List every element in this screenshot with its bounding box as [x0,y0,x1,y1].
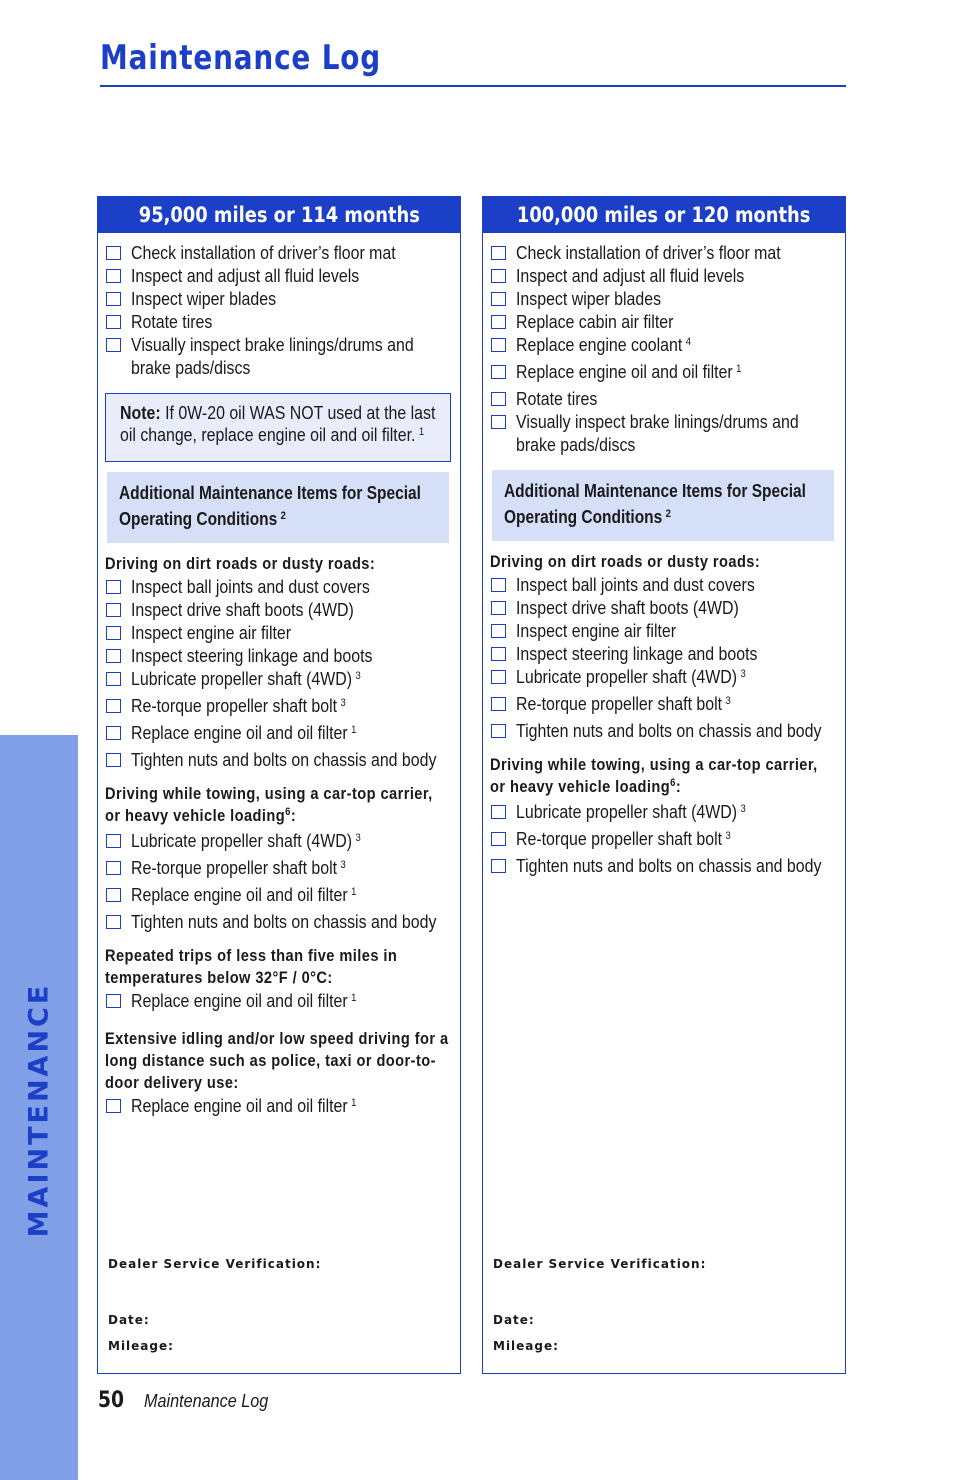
checkbox[interactable] [491,338,506,352]
checklist-item [490,800,838,827]
checklist-item [490,387,838,410]
note-footnote: 1 [418,426,425,438]
checkbox[interactable] [491,832,506,846]
checklist-item-text: Inspect engine air filter [516,620,677,641]
checkbox[interactable] [491,647,506,661]
footnote-ref: 4 [685,336,692,348]
interval-heading: 100,000 miles or 120 months [483,197,845,233]
footnote-ref: 3 [725,830,731,842]
checkbox[interactable] [491,724,506,738]
checklist-item [105,598,453,621]
checklist-item-text: Inspect and adjust all fluid levels [131,265,360,286]
footnote-ref: 3 [340,859,346,871]
footnote-ref: 1 [351,992,357,1004]
checkbox[interactable] [106,292,121,306]
footnote-ref: 1 [351,886,357,898]
checkbox[interactable] [106,1099,121,1113]
footer-section-title: Maintenance Log [144,1391,269,1411]
checklist-item-text: Tighten nuts and bolts on chassis and body [131,911,437,932]
footnote-ref: 3 [725,695,731,707]
checklist-item [490,410,838,456]
checklist-item [105,883,453,910]
checklist-item-text: Inspect drive shaft boots (4WD) [131,599,354,620]
checkbox[interactable] [106,338,121,352]
checkbox[interactable] [106,649,121,663]
checklist-item-text: Inspect ball joints and dust covers [131,576,370,597]
checkbox[interactable] [106,834,121,848]
checklist-item-text: Lubricate propeller shaft (4WD) $^3$ [516,801,746,822]
checkbox[interactable] [106,994,121,1008]
checkbox[interactable] [106,699,121,713]
checklist-item-text: Check installation of driver’s floor mat [516,242,781,263]
additional-items-heading: Additional Maintenance Items for Special Operating Conditions $^2$ [107,472,449,543]
checklist-item [105,264,453,287]
checklist-item [105,621,453,644]
checklist-item-text: Tighten nuts and bolts on chassis and body [131,749,437,770]
checklist-item-text: Replace engine oil and oil filter $^1$ [131,990,357,1011]
footnote-ref: 3 [340,697,346,709]
checklist-item [490,310,838,333]
checkbox[interactable] [106,753,121,767]
checklist-item-text: Inspect wiper blades [516,288,662,309]
checklist-item-text: Inspect and adjust all fluid levels [516,265,745,286]
checklist-item [105,310,453,333]
checklist-item [105,910,453,933]
checkbox[interactable] [491,624,506,638]
footnote-ref: 3 [740,668,746,680]
checklist-item [105,241,453,264]
checkbox[interactable] [106,269,121,283]
checklist-item [105,989,453,1016]
checklist-item [490,287,838,310]
checklist-item-text: Lubricate propeller shaft (4WD) $^3$ [131,830,361,851]
checklist-item-text: Replace engine oil and oil filter $^1$ [516,361,742,382]
checklist-item [105,829,453,856]
checklist-item [105,1094,453,1121]
condition-heading-towing: Driving while towing, using a car-top carrier, or heavy vehicle loading$^6$: [105,784,433,825]
note-label: Note: [120,402,161,423]
checklist-item [490,241,838,264]
checklist-item-text: Tighten nuts and bolts on chassis and body [516,720,822,741]
checklist-item [490,264,838,287]
checklist-item-text: Tighten nuts and bolts on chassis and body [516,855,822,876]
page-title: Maintenance Log [100,38,382,78]
checklist-item [105,721,453,748]
checkbox[interactable] [491,859,506,873]
checkbox[interactable] [106,626,121,640]
footnote-ref: 1 [736,363,742,375]
footnote-ref: 1 [351,724,357,736]
interval-heading: 95,000 miles or 114 months [98,197,460,233]
footnote-ref: 3 [740,803,746,815]
condition-heading-idling: Extensive idling and/or low speed driving for a long distance such as police, taxi or door-to-door delivery use: [105,1029,449,1092]
page-number: 50 [98,1388,125,1413]
checklist-item [490,827,838,854]
checkbox[interactable] [491,315,506,329]
checklist-item [105,856,453,883]
checklist-item-text: Replace engine oil and oil filter $^1$ [131,722,357,743]
checkbox[interactable] [106,888,121,902]
checklist-item [490,719,838,742]
checklist-item-text: Visually inspect brake linings/drums and brake pads/discs [131,334,414,378]
checklist-item-text: Re-torque propeller shaft bolt $^3$ [131,695,346,716]
checklist-item-text: Lubricate propeller shaft (4WD) $^3$ [516,666,746,687]
mileage-label: Mileage: [493,1339,559,1353]
footnote-ref: 3 [355,832,361,844]
checklist-item-text: Rotate tires [131,311,213,332]
checkbox[interactable] [106,861,121,875]
checkbox[interactable] [491,697,506,711]
checklist-item [490,619,838,642]
checkbox[interactable] [491,292,506,306]
mileage-label: Mileage: [108,1339,174,1353]
checklist-item-text: Replace cabin air filter [516,311,674,332]
checkbox[interactable] [106,603,121,617]
checklist-item [490,360,838,387]
checkbox[interactable] [106,672,121,686]
condition-heading-dirt-roads: Driving on dirt roads or dusty roads: [105,554,376,573]
checkbox[interactable] [106,915,121,929]
checklist-item [490,642,838,665]
checkbox[interactable] [491,670,506,684]
checklist-item-text: Check installation of driver’s floor mat [131,242,396,263]
checklist-item-text: Re-torque propeller shaft bolt $^3$ [516,828,731,849]
checkbox[interactable] [491,392,506,406]
oil-note [105,393,451,462]
checkbox[interactable] [491,805,506,819]
checklist-item-text: Inspect wiper blades [131,288,277,309]
interval-95000-panel [97,196,461,1374]
checkbox[interactable] [106,580,121,594]
interval-100000-panel [482,196,846,1374]
date-label: Date: [108,1313,150,1327]
checklist-item [105,694,453,721]
checklist-item [105,644,453,667]
checklist-item-text: Rotate tires [516,388,598,409]
title-rule [100,85,846,87]
checkbox[interactable] [491,601,506,615]
checklist-item [490,665,838,692]
condition-heading-short-trips: Repeated trips of less than five miles in temperatures below 32°F / 0°C: [105,946,398,987]
checkbox[interactable] [491,578,506,592]
checkbox[interactable] [106,246,121,260]
checklist-item [490,854,838,877]
checklist-item-text: Inspect steering linkage and boots [131,645,373,666]
checklist-item [105,575,453,598]
additional-items-heading: Additional Maintenance Items for Special Operating Conditions $^2$ [492,470,834,541]
checklist-item [490,333,838,360]
note-text: If 0W-20 oil WAS NOT used at the last oil change, replace engine oil and oil filter. [120,402,436,445]
side-section-label: MAINTENANCE [23,982,55,1238]
checklist-item [105,748,453,771]
checkbox[interactable] [106,726,121,740]
checklist-item-text: Replace engine coolant $^4$ [516,334,692,355]
checklist-item-text: Inspect ball joints and dust covers [516,574,755,595]
checklist-item [490,573,838,596]
checklist-item-text: Inspect drive shaft boots (4WD) [516,597,739,618]
footnote-ref: 1 [351,1097,357,1109]
checklist-item-text: Visually inspect brake linings/drums and brake pads/discs [516,411,799,455]
checkbox[interactable] [491,415,506,429]
checklist-item [105,333,453,379]
checklist-item-text: Replace engine oil and oil filter $^1$ [131,1095,357,1116]
checklist-item [105,287,453,310]
checklist-item-text: Inspect engine air filter [131,622,292,643]
checklist-item-text: Replace engine oil and oil filter $^1$ [131,884,357,905]
checkbox[interactable] [491,365,506,379]
checklist-item [105,667,453,694]
dealer-verification-label: Dealer Service Verification: [108,1257,322,1271]
checkbox[interactable] [106,315,121,329]
checklist-item-text: Lubricate propeller shaft (4WD) $^3$ [131,668,361,689]
checkbox[interactable] [491,269,506,283]
checklist-item [490,692,838,719]
checklist-item-text: Inspect steering linkage and boots [516,643,758,664]
checklist-item-text: Re-torque propeller shaft bolt $^3$ [131,857,346,878]
checklist-item-text: Re-torque propeller shaft bolt $^3$ [516,693,731,714]
condition-heading-towing: Driving while towing, using a car-top carrier, or heavy vehicle loading$^6$: [490,755,818,796]
footnote-ref: 3 [355,670,361,682]
dealer-verification-label: Dealer Service Verification: [493,1257,707,1271]
checklist-item [490,596,838,619]
checkbox[interactable] [491,246,506,260]
condition-heading-dirt-roads: Driving on dirt roads or dusty roads: [490,552,761,571]
date-label: Date: [493,1313,535,1327]
